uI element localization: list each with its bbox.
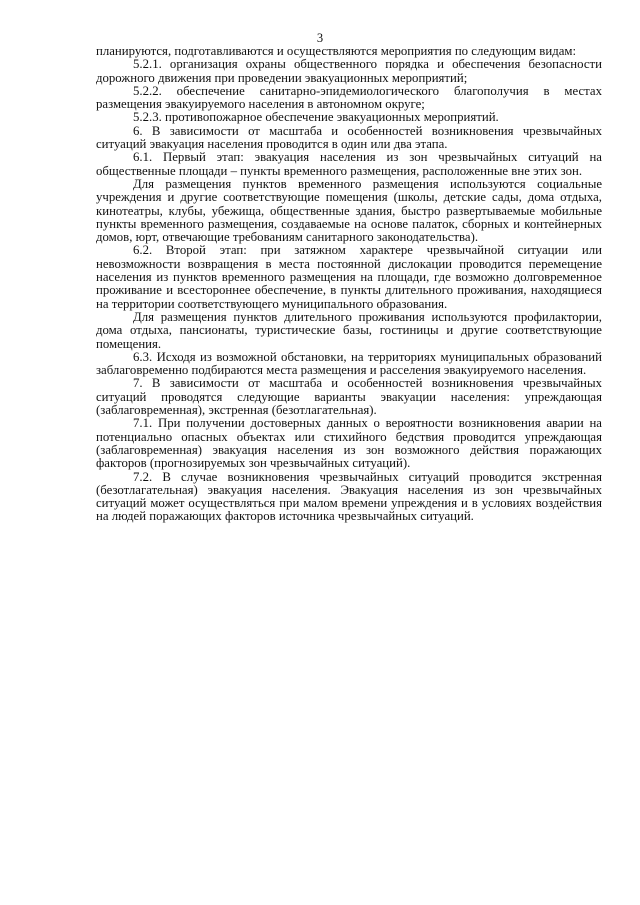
document-body [96,45,602,524]
paragraph-6-3: 6.3. Исходя из возможной обстановки, на территориях муниципальных образований заблаговременно подбираются места размещения и расселения эвакуируемого населения. [96,349,602,378]
paragraph-5-2-3: 5.2.3. противопожарное обеспечение эвакуационных мероприятий. [133,110,499,125]
paragraph-7-1: 7.1. При получении достоверных данных о вероятности возникновения аварии на потенциально опасных объектах или стихийного бедствия проводится упреждающая (заблаговременная) эвакуация населения из зон возможного действия поражающих факторов (прогнозируемых зон чрезвычайных ситуаций). [96,416,602,471]
paragraph-continuation: планируются, подготавливаются и осуществляются мероприятия по следующим видам: [96,44,577,58]
paragraph-5-2-2: 5.2.2. обеспечение санитарно-эпидемиологического благополучия в местах размещения эвакуируемого населения в автономном округе; [96,83,602,112]
page-number: 3 [316,31,324,45]
paragraph-long-term-placement: Для размещения пунктов длительного проживания используются профилактории, дома отдыха, пансионаты, туристические базы, гостиницы и другие соответствующие помещения. [96,309,602,351]
paragraph-temporary-placement: Для размещения пунктов временного размещения используются социальные учреждения и другие соответствующие помещения (школы, детские сады, дома отдыха, кинотеатры, клубы, убежища, общественные здания, быстро развертываемые мобильные пункты временного размещения, создаваемые на основе палаток, сборных и контейнерных домов, юрт, отвечающие требованиям санитарного законодательства). [96,176,602,245]
paragraph-6: 6. В зависимости от масштаба и особенностей возникновения чрезвычайных ситуаций эвакуация населения проводится в один или два этапа. [96,123,602,152]
paragraph-5-2-1: 5.2.1. организация охраны общественного порядка и обеспечения безопасности дорожного движения при проведении эвакуационных мероприятий; [96,57,602,85]
paragraph-6-2: 6.2. Второй этап: при затяжном характере чрезвычайной ситуации или невозможности возвращения в места постоянной дислокации проводится перемещение населения из пунктов временного размещения на площади, где возможно долговременное проживание и всестороннее обеспечение, в пункты длительного проживания, находящиеся на территории соответствующего муниципального образования. [96,243,602,311]
paragraph-7-2: 7.2. В случае возникновения чрезвычайных ситуаций проводится экстренная (безотлагательная) эвакуация населения. Эвакуация населения из зон чрезвычайных ситуаций может осуществляться при малом времени упреждения и в условиях воздействия на людей поражающих факторов источника чрезвычайных ситуаций. [96,469,602,524]
paragraph-7: 7. В зависимости от масштаба и особенностей возникновения чрезвычайных ситуаций проводятся следующие варианты эвакуации населения: упреждающая (заблаговременная), экстренная (безотлагательная). [96,376,602,418]
paragraph-6-1: 6.1. Первый этап: эвакуация населения из зон чрезвычайных ситуаций на общественные площади – пункты временного размещения, расположенные вне этих зон. [96,150,602,178]
